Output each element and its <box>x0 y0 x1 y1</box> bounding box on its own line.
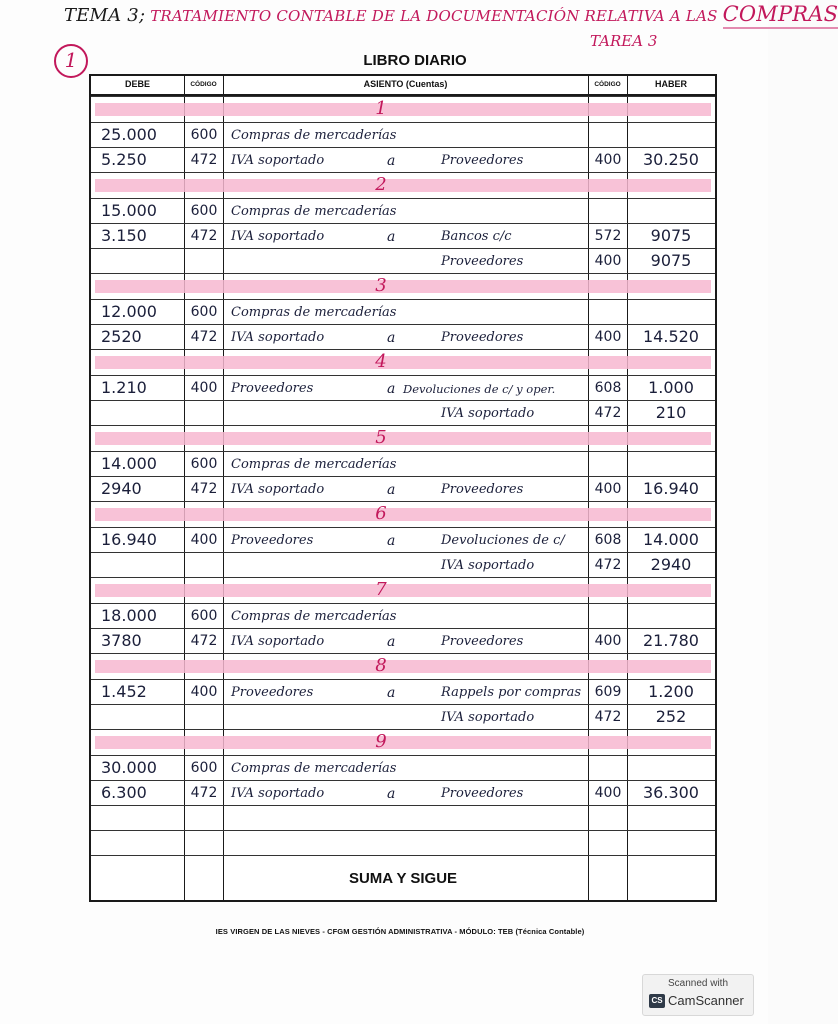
row-divider <box>91 729 715 730</box>
account-connector: a <box>387 685 396 701</box>
debit-account-name: Proveedores <box>231 685 314 700</box>
credit-account-name: IVA soportado <box>441 710 535 725</box>
journal-table <box>89 74 717 902</box>
column-header-haber: HABER <box>654 79 687 89</box>
account-connector: a <box>387 330 396 346</box>
row-divider <box>91 172 715 173</box>
haber-amount: 2940 <box>650 555 692 574</box>
haber-amount: 1.000 <box>648 378 694 397</box>
haber-account-code: 608 <box>594 380 622 396</box>
debe-account-code: 472 <box>190 329 218 345</box>
haber-account-code: 400 <box>594 481 622 497</box>
row-divider <box>91 855 715 856</box>
debe-amount: 16.940 <box>101 530 157 549</box>
credit-account-name: Bancos c/c <box>441 229 512 244</box>
entry-highlight <box>95 356 711 369</box>
row-divider <box>91 349 715 350</box>
debit-account-name: Compras de mercaderías <box>231 761 397 776</box>
row-divider <box>91 96 715 97</box>
account-connector: a <box>387 533 396 549</box>
credit-account-name: Proveedores <box>441 634 524 649</box>
header-highlight: COMPRAS <box>723 2 838 29</box>
entry-highlight <box>95 508 711 521</box>
entry-highlight <box>95 432 711 445</box>
row-divider <box>91 273 715 274</box>
credit-account-name: Proveedores <box>441 786 524 801</box>
haber-account-code: 472 <box>594 709 622 725</box>
debit-account-name: Compras de mercaderías <box>231 457 397 472</box>
debe-amount: 15.000 <box>101 201 157 220</box>
haber-account-code: 472 <box>594 557 622 573</box>
debe-account-code: 600 <box>190 608 218 624</box>
debe-amount: 1.210 <box>101 378 147 397</box>
credit-account-name: Proveedores <box>441 254 524 269</box>
haber-account-code: 400 <box>594 633 622 649</box>
entry-number: 5 <box>375 427 387 448</box>
camscanner-watermark <box>642 974 754 1016</box>
haber-amount: 14.000 <box>643 530 699 549</box>
row-divider <box>91 577 715 578</box>
entry-number: 2 <box>375 174 387 195</box>
debit-account-name: IVA soportado <box>231 634 325 649</box>
entry-highlight <box>95 179 711 192</box>
credit-account-name: Devoluciones de c/ <box>441 533 565 548</box>
camscanner-logo-icon: CS <box>649 994 665 1008</box>
haber-amount: 252 <box>655 707 687 726</box>
debe-amount: 1.452 <box>101 682 147 701</box>
entry-number: 4 <box>375 351 387 372</box>
debit-account-name: IVA soportado <box>231 482 325 497</box>
journal-title: LIBRO DIARIO <box>363 52 467 69</box>
row-divider <box>91 122 715 123</box>
account-connector: a <box>387 229 396 245</box>
page-footer: IES VIRGEN DE LAS NIEVES - CFGM GESTIÓN ADMINISTRATIVA - MÓDULO: TEB (Técnica Contable) <box>215 927 585 936</box>
entry-number: 7 <box>375 579 387 600</box>
task-label: TAREA 3 <box>590 32 658 50</box>
entry-highlight <box>95 584 711 597</box>
header-subject: TRATAMIENTO CONTABLE DE LA DOCUMENTACIÓN RELATIVA A LAS <box>150 7 718 25</box>
column-header-codigo-haber: CÓDIGO <box>594 81 621 88</box>
credit-account-name: IVA soportado <box>441 558 535 573</box>
haber-amount: 9075 <box>650 226 692 245</box>
debe-amount: 3.150 <box>101 226 147 245</box>
haber-account-code: 608 <box>594 532 622 548</box>
entry-number: 1 <box>375 98 387 119</box>
haber-amount: 21.780 <box>643 631 699 650</box>
row-divider <box>91 755 715 756</box>
entry-highlight <box>95 660 711 673</box>
credit-account-name: Proveedores <box>441 330 524 345</box>
row-divider <box>91 628 715 629</box>
entry-highlight <box>95 103 711 116</box>
debe-account-code: 472 <box>190 633 218 649</box>
haber-account-code: 572 <box>594 228 622 244</box>
haber-amount: 210 <box>655 403 687 422</box>
debe-account-code: 400 <box>190 380 218 396</box>
row-divider <box>91 223 715 224</box>
debit-account-name: Compras de mercaderías <box>231 204 397 219</box>
account-connector: a <box>387 634 396 650</box>
debe-amount: 2940 <box>101 479 142 498</box>
haber-account-code: 400 <box>594 152 622 168</box>
debe-amount: 5.250 <box>101 150 147 169</box>
suma-y-sigue: SUMA Y SIGUE <box>348 870 458 887</box>
debit-account-name: Compras de mercaderías <box>231 128 397 143</box>
debe-amount: 2520 <box>101 327 142 346</box>
debit-account-name: IVA soportado <box>231 153 325 168</box>
haber-amount: 36.300 <box>643 783 699 802</box>
account-connector: a <box>387 153 396 169</box>
credit-account-name: Rappels por compras <box>441 685 582 700</box>
haber-amount: 16.940 <box>643 479 699 498</box>
entry-number: 3 <box>375 275 387 296</box>
credit-account-name: Devoluciones de c/ y oper. <box>403 382 556 396</box>
debe-account-code: 400 <box>190 684 218 700</box>
row-divider <box>91 780 715 781</box>
row-divider <box>91 653 715 654</box>
entry-highlight <box>95 736 711 749</box>
entry-number: 6 <box>375 503 387 524</box>
row-divider <box>91 147 715 148</box>
debe-account-code: 600 <box>190 456 218 472</box>
haber-amount: 9075 <box>650 251 692 270</box>
credit-account-name: IVA soportado <box>441 406 535 421</box>
debe-amount: 14.000 <box>101 454 157 473</box>
haber-account-code: 400 <box>594 253 622 269</box>
debe-account-code: 600 <box>190 127 218 143</box>
haber-amount: 30.250 <box>643 150 699 169</box>
debit-account-name: Compras de mercaderías <box>231 305 397 320</box>
debit-account-name: Proveedores <box>231 381 314 396</box>
debe-account-code: 600 <box>190 304 218 320</box>
entry-number: 9 <box>375 731 387 752</box>
row-divider <box>91 704 715 705</box>
row-divider <box>91 830 715 831</box>
debe-account-code: 472 <box>190 785 218 801</box>
row-divider <box>91 451 715 452</box>
row-divider <box>91 248 715 249</box>
row-divider <box>91 299 715 300</box>
debit-account-name: Compras de mercaderías <box>231 609 397 624</box>
haber-amount: 14.520 <box>643 327 699 346</box>
row-divider <box>91 198 715 199</box>
row-divider <box>91 527 715 528</box>
entry-number: 8 <box>375 655 387 676</box>
row-divider <box>91 375 715 376</box>
debit-account-name: IVA soportado <box>231 229 325 244</box>
debit-account-name: IVA soportado <box>231 786 325 801</box>
row-divider <box>91 400 715 401</box>
account-connector: a <box>387 482 396 498</box>
column-header-codigo: CÓDIGO <box>190 81 217 88</box>
entry-highlight <box>95 280 711 293</box>
header-topic: TEMA 3; <box>64 5 146 26</box>
column-header-asiento: ASIENTO (Cuentas) <box>363 79 448 89</box>
debe-amount: 6.300 <box>101 783 147 802</box>
haber-account-code: 472 <box>594 405 622 421</box>
row-divider <box>91 679 715 680</box>
debit-account-name: Proveedores <box>231 533 314 548</box>
debe-amount: 30.000 <box>101 758 157 777</box>
debe-amount: 3780 <box>101 631 142 650</box>
row-divider <box>91 324 715 325</box>
debe-account-code: 600 <box>190 203 218 219</box>
credit-account-name: Proveedores <box>441 482 524 497</box>
debit-account-name: IVA soportado <box>231 330 325 345</box>
haber-amount: 1.200 <box>648 682 694 701</box>
row-divider <box>91 805 715 806</box>
debe-account-code: 472 <box>190 152 218 168</box>
account-connector: a <box>387 786 396 802</box>
exercise-number-circle: 1 <box>54 44 88 78</box>
row-divider <box>91 476 715 477</box>
account-connector: a <box>387 381 396 397</box>
debe-account-code: 472 <box>190 228 218 244</box>
row-divider <box>91 425 715 426</box>
column-header-debe: DEBE <box>124 79 150 89</box>
debe-account-code: 600 <box>190 760 218 776</box>
debe-account-code: 472 <box>190 481 218 497</box>
haber-account-code: 400 <box>594 785 622 801</box>
debe-amount: 12.000 <box>101 302 157 321</box>
debe-amount: 18.000 <box>101 606 157 625</box>
haber-account-code: 609 <box>594 684 622 700</box>
scanner-brand: CamScanner <box>668 993 744 1008</box>
row-divider <box>91 552 715 553</box>
haber-account-code: 400 <box>594 329 622 345</box>
row-divider <box>91 501 715 502</box>
debe-account-code: 400 <box>190 532 218 548</box>
row-divider <box>91 603 715 604</box>
credit-account-name: Proveedores <box>441 153 524 168</box>
scanner-label: Scanned with <box>667 978 729 989</box>
debe-amount: 25.000 <box>101 125 157 144</box>
page-header-title <box>64 2 838 26</box>
